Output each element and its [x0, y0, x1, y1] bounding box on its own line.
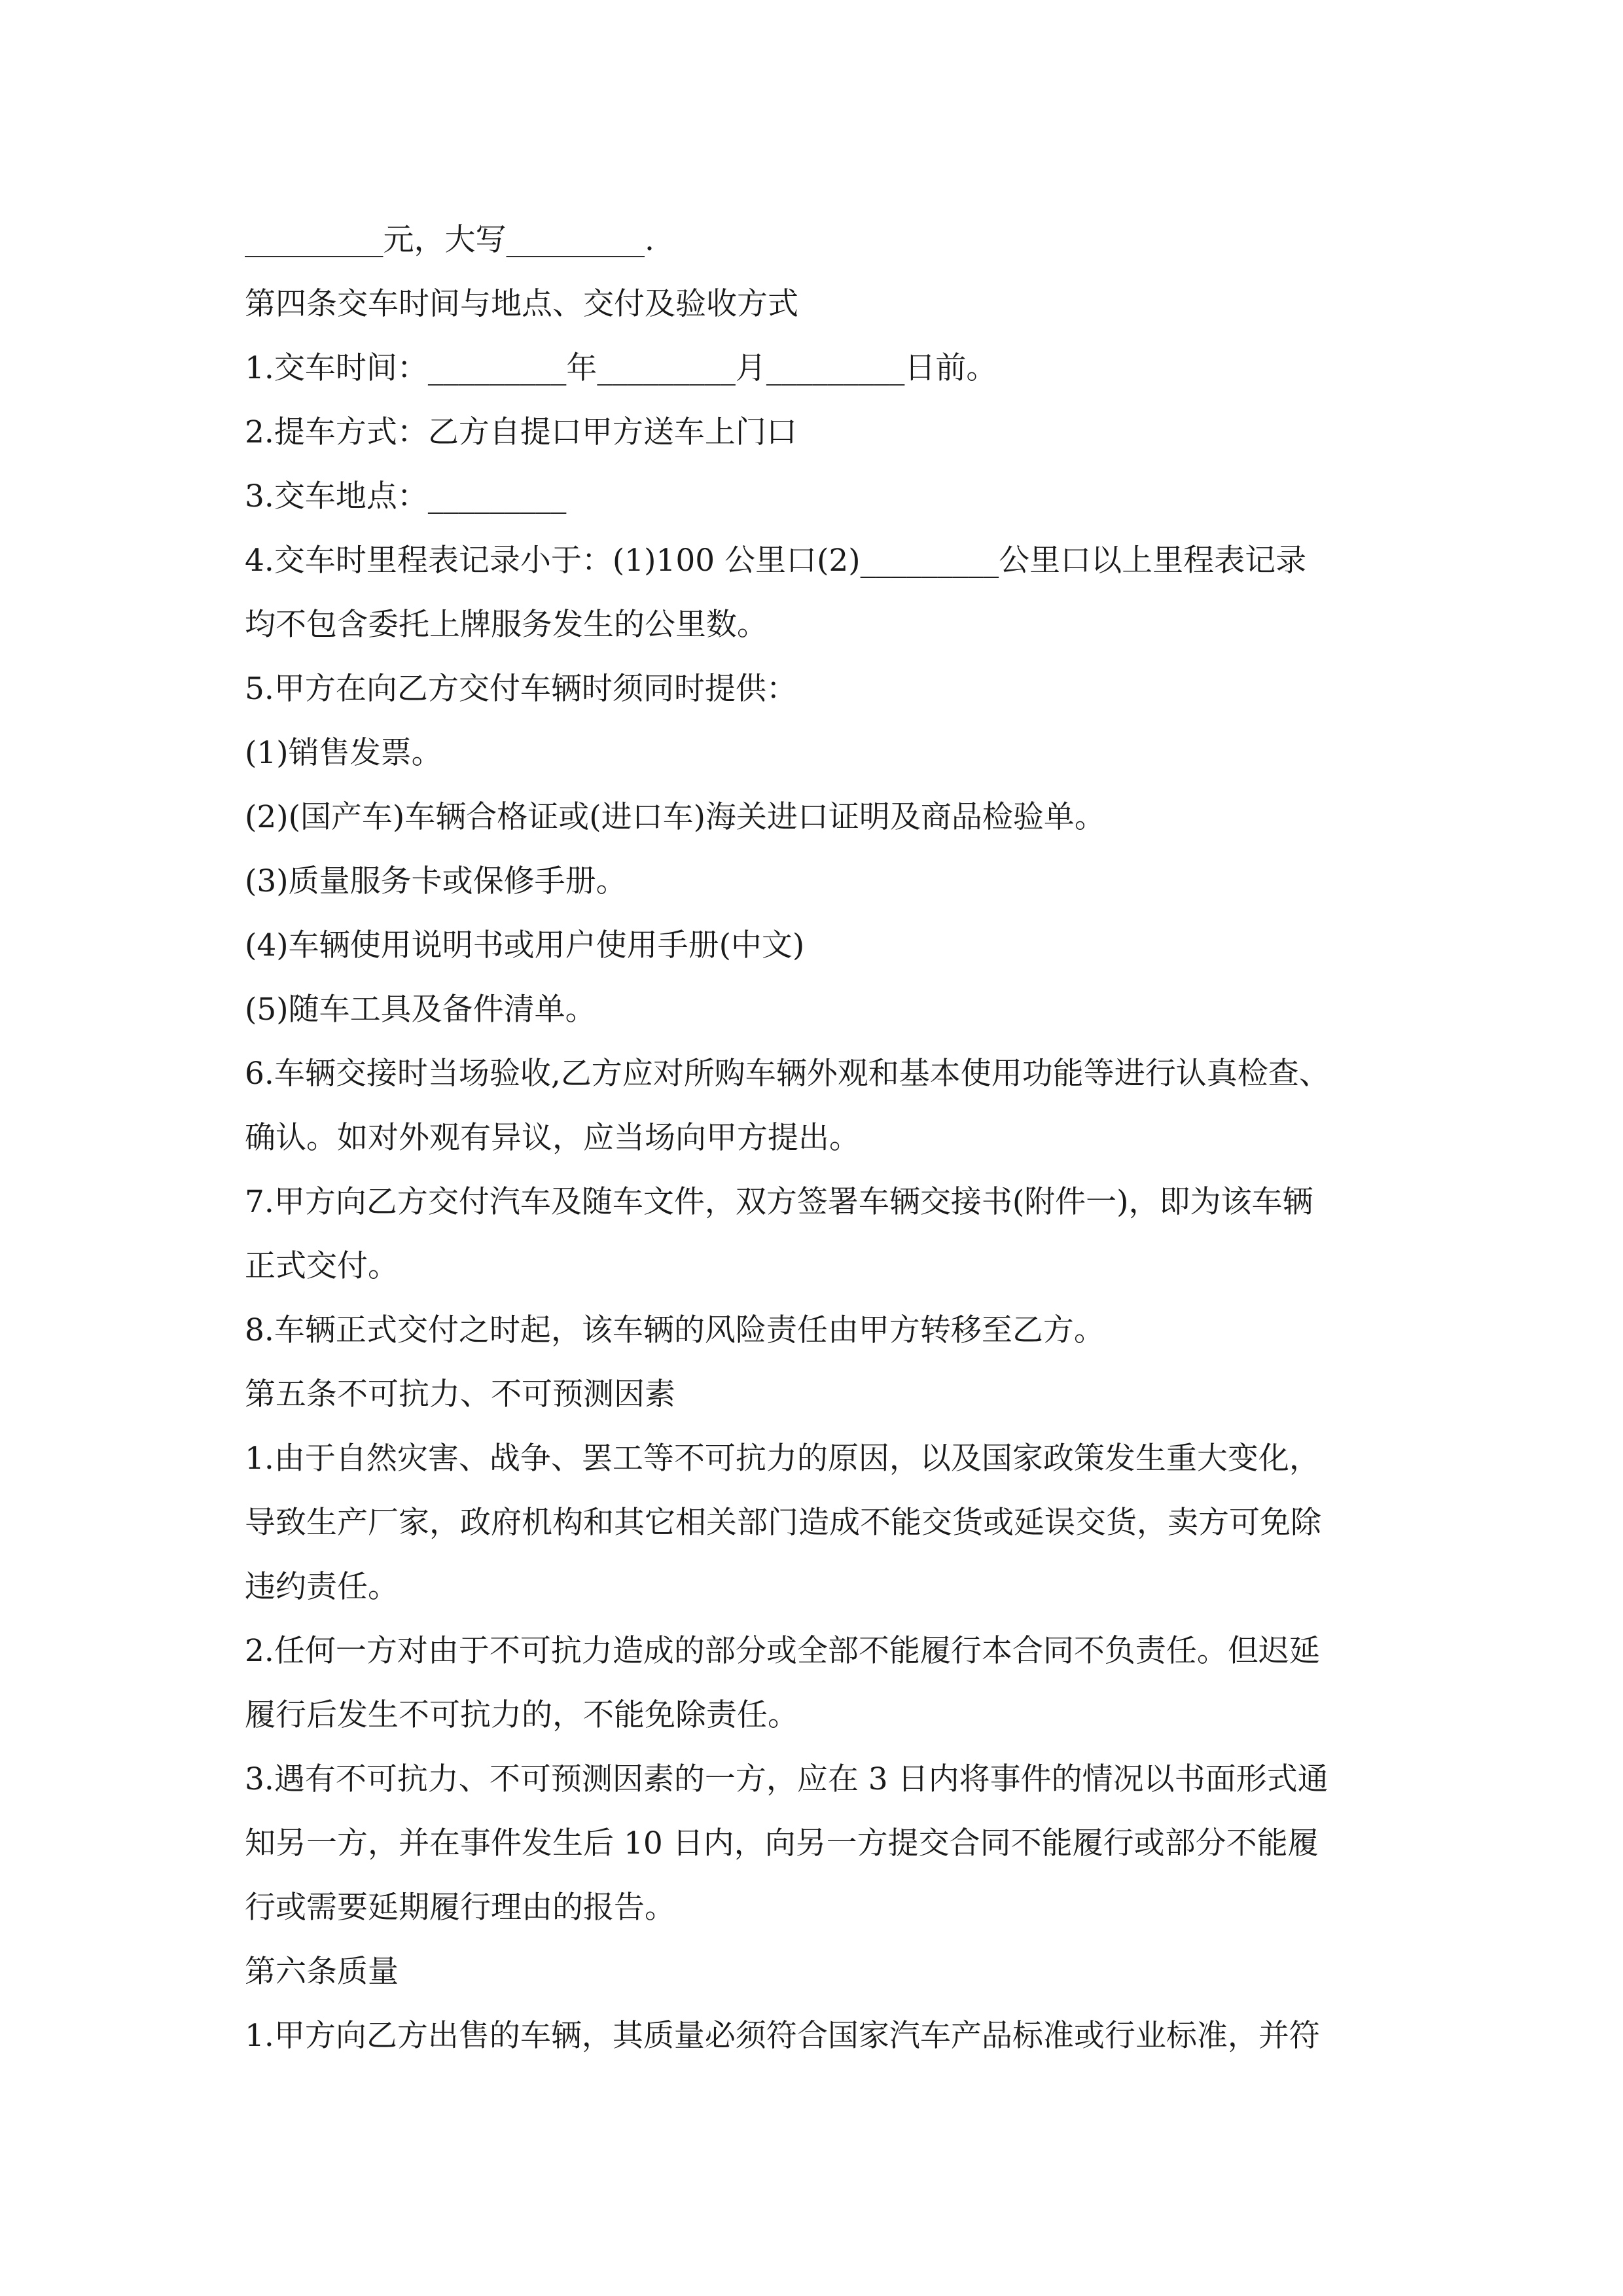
clause-text: 违约责任。: [245, 1569, 399, 1605]
clause-text: 6.车辆交接时当场验收,乙方应对所购车辆外观和基本使用功能等进行认真检查、: [245, 1056, 1330, 1092]
clause-text: 均不包含委托上牌服务发生的公里数。: [245, 607, 768, 643]
document-body: [245, 208, 1390, 2068]
clause-text: 3.遇有不可抗力、不可预测因素的一方，应在 3 日内将事件的情况以书面形式通: [245, 1761, 1329, 1797]
clause-text: 2.任何一方对由于不可抗力造成的部分或全部不能履行本合同不负责任。但迟延: [245, 1633, 1320, 1669]
clause-text: 正式交付。: [245, 1248, 399, 1284]
clause-text: 知另一方，并在事件发生后 10 日内，向另一方提交合同不能履行或部分不能履: [245, 1825, 1319, 1861]
clause-text: (3)质量服务卡或保修手册。: [245, 863, 627, 899]
clause-text: 3.交车地点：_________: [245, 478, 567, 514]
clause-text: 4.交车时里程表记录小于：(1)100 公里口(2)_________公里口以上里程表记录: [245, 543, 1307, 579]
clause-text: 8.车辆正式交付之时起，该车辆的风险责任由甲方转移至乙方。: [245, 1312, 1105, 1348]
clause-text: 1.由于自然灾害、战争、罢工等不可抗力的原因，以及国家政策发生重大变化，: [245, 1441, 1320, 1477]
price-amount-line: _________元，大写_________.: [245, 222, 654, 258]
clause-text: 7.甲方向乙方交付汽车及随车文件，双方签署车辆交接书(附件一)，即为该车辆: [245, 1184, 1313, 1220]
clause-text: 1.交车时间：_________年_________月_________日前。: [245, 350, 997, 386]
clause-text: 行或需要延期履行理由的报告。: [245, 1890, 675, 1926]
clause-text: (5)随车工具及备件清单。: [245, 992, 596, 1028]
clause-text: 2.提车方式：乙方自提口甲方送车上门口: [245, 414, 797, 450]
clause-text: 履行后发生不可抗力的，不能免除责任。: [245, 1697, 798, 1733]
article-5-heading: 第五条不可抗力、不可预测因素: [245, 1376, 675, 1412]
clause-text: 1.甲方向乙方出售的车辆，其质量必须符合国家汽车产品标准或行业标准，并符: [245, 2018, 1320, 2054]
article-6-heading: 第六条质量: [245, 1954, 399, 1990]
clause-text: 导致生产厂家，政府机构和其它相关部门造成不能交货或延误交货，卖方可免除: [245, 1505, 1321, 1541]
article-4-heading: 第四条交车时间与地点、交付及验收方式: [245, 286, 798, 322]
clause-text: (2)(国产车)车辆合格证或(进口车)海关进口证明及商品检验单。: [245, 799, 1105, 835]
clause-text: (4)车辆使用说明书或用户使用手册(中文): [245, 927, 805, 963]
clause-text: (1)销售发票。: [245, 735, 442, 771]
clause-text: 5.甲方在向乙方交付车辆时须同时提供：: [245, 671, 797, 707]
clause-text: 确认。如对外观有异议，应当场向甲方提出。: [245, 1120, 860, 1156]
